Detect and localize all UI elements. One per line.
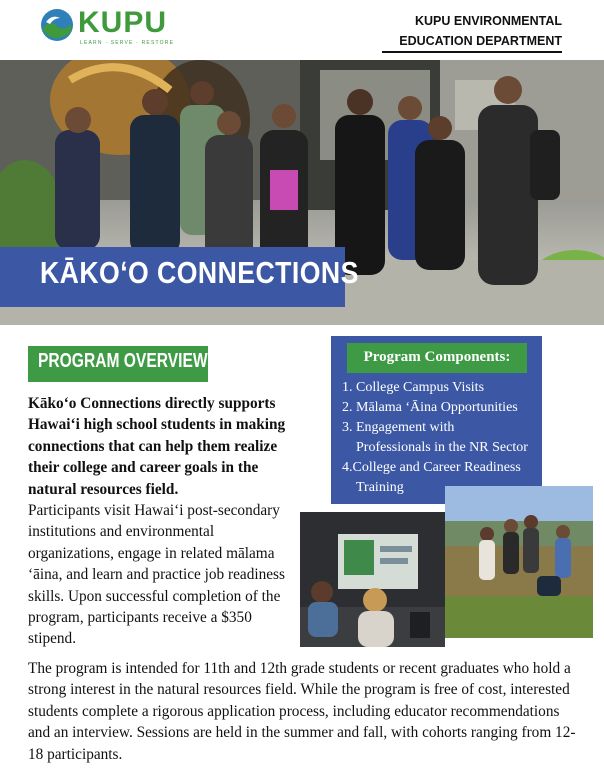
overview-heading: PROGRAM OVERVIEW	[38, 350, 208, 372]
classroom-photo-illustration	[300, 512, 445, 647]
field-work-photo	[445, 486, 593, 638]
closing-paragraph: The program is intended for 11th and 12th grade students or recent graduates who hold a strong interest in the natural resources field. While the program is free of cost, interested students complete a rigorous application process, including educator recommendations and an interview. Sessions are held in the summer and fall, with cohorts ranging from 12-18 participants.	[28, 660, 576, 763]
header-divider	[382, 51, 562, 53]
department-line-1: KUPU ENVIRONMENTAL	[415, 14, 562, 28]
department-title	[399, 11, 562, 51]
page-title: KĀKOʻO CONNECTIONS	[40, 255, 359, 290]
kupu-logo-mark-icon	[40, 8, 74, 42]
list-item-text: Engagement with	[356, 420, 455, 435]
field-work-photo-illustration	[445, 486, 593, 638]
list-item-number: 4.	[342, 460, 353, 475]
overview-body: Participants visit Hawaiʻi post-secondary institutions and environmental organizations, engage in related mālama ʻāina, and learn and practice job readiness skills. Upon successful completion of the program, participants receive a $350 stipend.	[28, 502, 285, 648]
components-heading: Program Components:	[363, 349, 511, 365]
list-item	[342, 378, 540, 398]
list-item-text: College and Career Readiness	[352, 460, 521, 475]
logo-wordmark: KUPU	[78, 6, 168, 39]
logo-tagline: LEARN · SERVE · RESTORE	[80, 40, 175, 46]
components-list	[342, 378, 540, 498]
classroom-photo	[300, 512, 445, 647]
list-item-text: Mālama ʻĀina Opportunities	[356, 400, 518, 415]
list-item-number: 3.	[342, 420, 353, 435]
list-item-text: College Campus Visits	[356, 380, 485, 395]
list-item-continuation: Professionals in the NR Sector	[356, 440, 528, 455]
list-item	[342, 398, 540, 418]
list-item-number: 1.	[342, 380, 353, 395]
kupu-logo	[40, 8, 200, 48]
overview-lead: Kākoʻo Connections directly supports Hawaiʻi high school students in making connections that can help them realize their college and career goals in the natural resources field.	[28, 395, 286, 498]
list-item-continuation: Training	[356, 480, 404, 495]
list-item	[342, 418, 540, 458]
department-line-2: EDUCATION DEPARTMENT	[399, 34, 562, 48]
list-item-number: 2.	[342, 400, 353, 415]
